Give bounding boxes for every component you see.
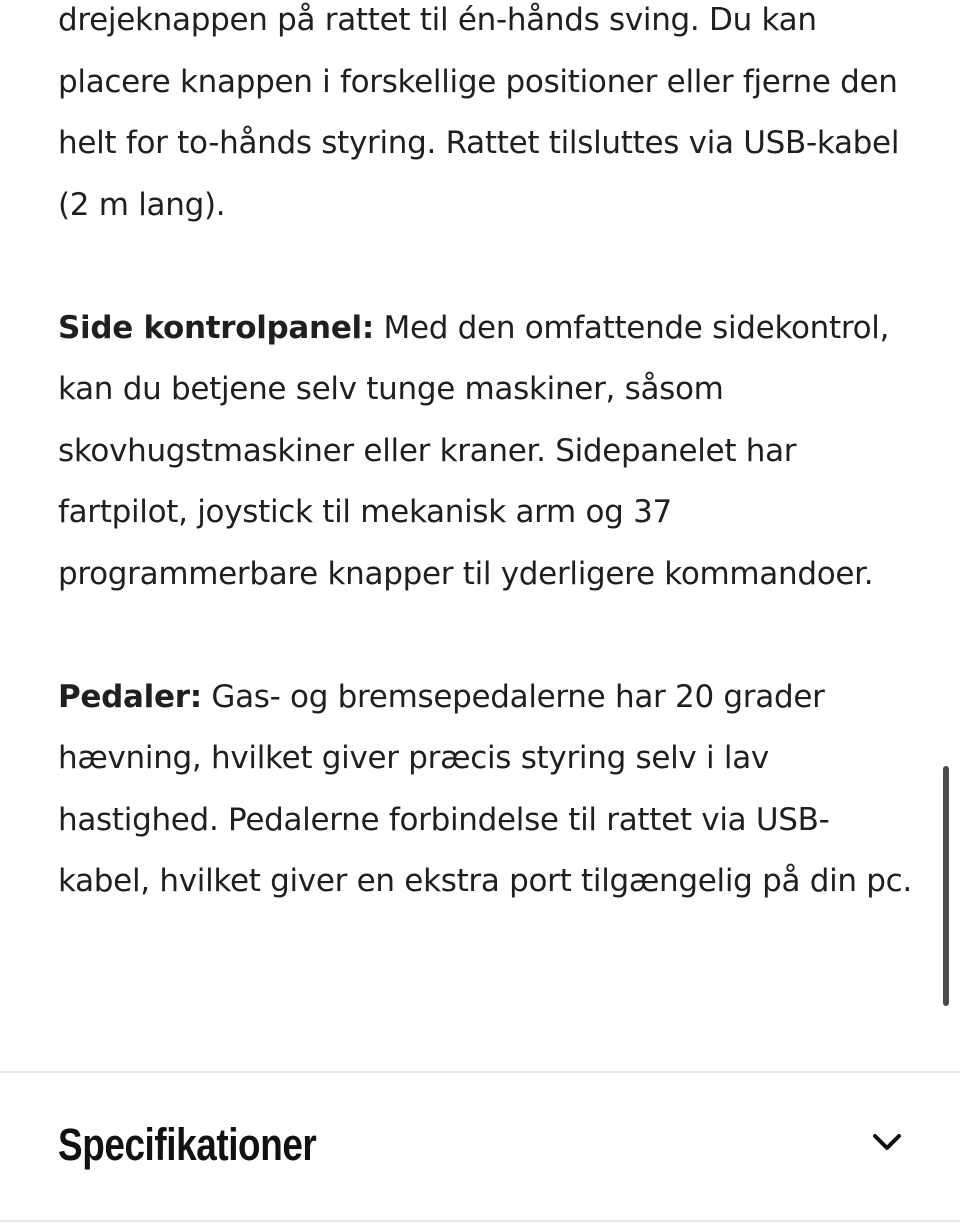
paragraph-label: Pedaler:: [58, 678, 202, 715]
paragraph-label: Side kontrolpanel:: [58, 309, 374, 346]
paragraph-text: Gas- og bremsepedalerne har 20 grader hævning, hvilket giver præcis styring selv i lav hastighed. Pedalerne forbindelse til rattet via USB-kabel, hvilket giver en ekstra port tilgængelig på din pc.: [58, 678, 912, 899]
description-paragraph-pedals: [58, 667, 918, 913]
chevron-down-icon[interactable]: [870, 1125, 904, 1159]
scrollbar-thumb[interactable]: [943, 766, 949, 1006]
paragraph-text: Med den omfattende sidekontrol, kan du betjene selv tunge maskiner, såsom skovhugstmaskiner eller kraner. Sidepanelet har fartpilot, joystick til mekanisk arm og 37 programmerbare knapper til yderligere kommandoer.: [58, 309, 890, 592]
specifications-accordion[interactable]: [0, 1073, 960, 1220]
accordion-title: Specifikationer: [58, 1119, 317, 1170]
description-paragraph-side-panel: [58, 298, 918, 606]
section-divider: [0, 1220, 960, 1222]
paragraph-text: drejeknappen på rattet til én-hånds sving. Du kan placere knappen i forskellige positioner eller fjerne den helt for to-hånds styring. Rattet tilsluttes via USB-kabel (2 m lang).: [58, 2, 900, 223]
product-description: [58, 0, 918, 974]
description-paragraph-wheel: [58, 0, 918, 236]
